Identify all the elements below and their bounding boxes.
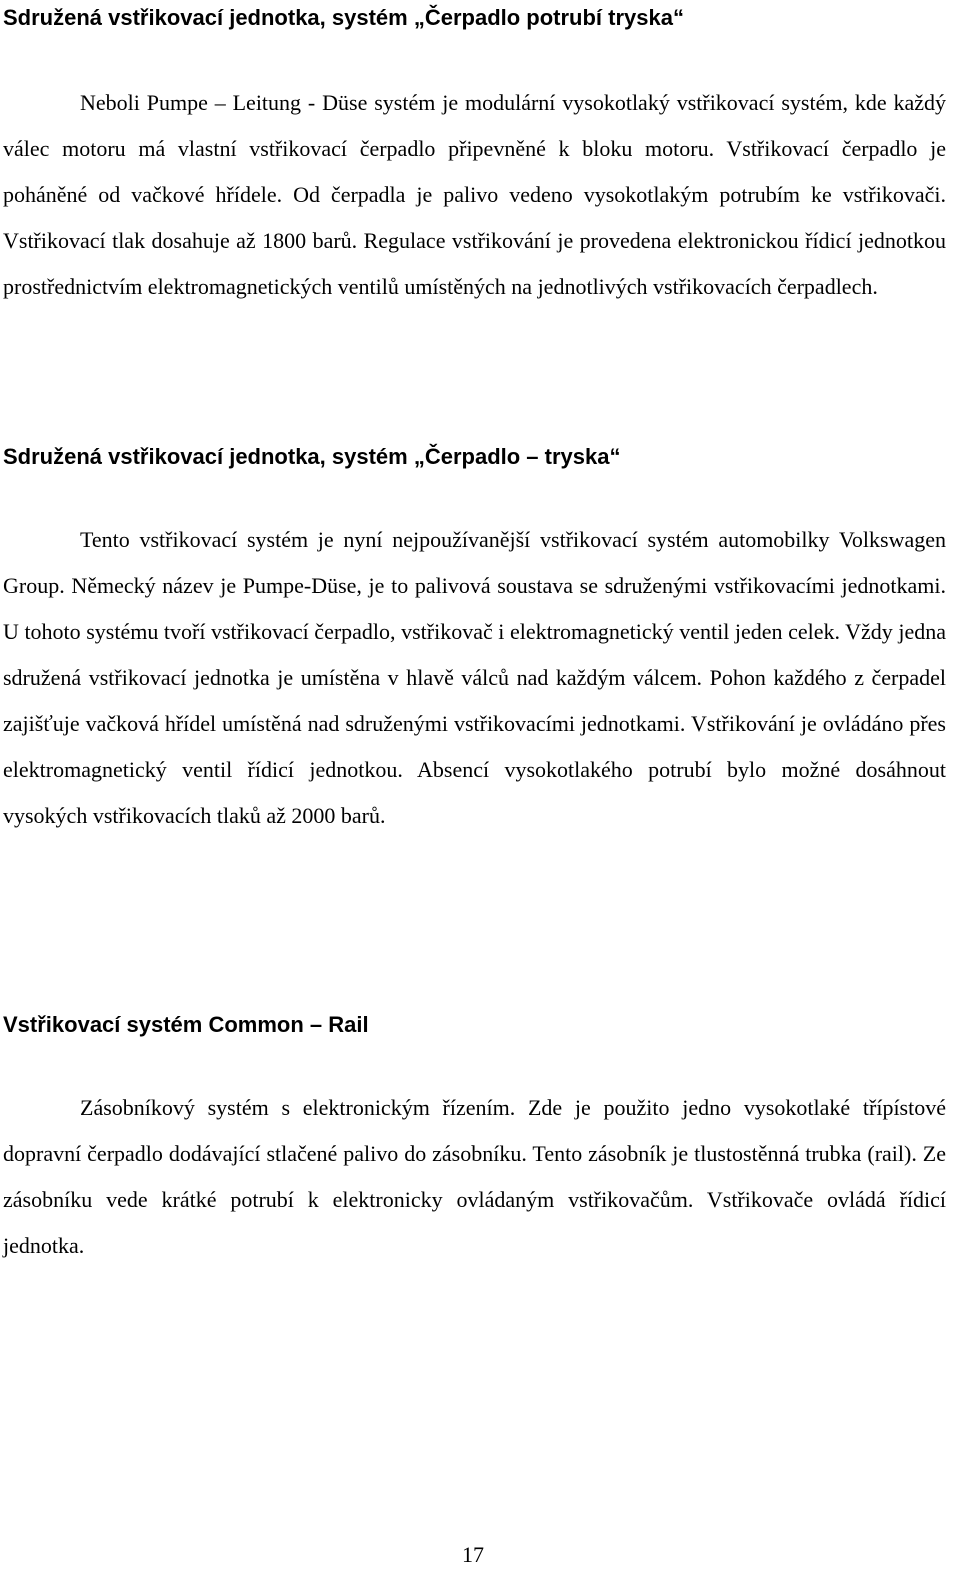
section-1-heading-block bbox=[3, 4, 946, 32]
section-2-body-block bbox=[3, 517, 946, 839]
page-number: 17 bbox=[462, 1542, 484, 1567]
section-heading: Vstřikovací systém Common – Rail bbox=[3, 1012, 369, 1037]
section-2-heading-block bbox=[3, 443, 946, 471]
section-3-body-block bbox=[3, 1085, 946, 1269]
section-heading: Sdružená vstřikovací jednotka, systém „Čerpadlo – tryska“ bbox=[3, 444, 621, 469]
section-3-heading-block bbox=[3, 1011, 946, 1039]
section-paragraph: Neboli Pumpe – Leitung - Düse systém je modulární vysokotlaký vstřikovací systém, kde každý válec motoru má vlastní vstřikovací čerpadlo připevněné k bloku motoru. Vstřikovací čerpadlo je poháněné od vačkové hřídele. Od čerpadla je palivo vedeno vysokotlakým potrubím ke vstřikovači. Vstřikovací tlak dosahuje až 1800 barů. Regulace vstřikování je provedena elektronickou řídicí jednotkou prostřednictvím elektromagnetických ventilů umístěných na jednotlivých vstřikovacích čerpadlech. bbox=[3, 90, 946, 299]
section-heading: Sdružená vstřikovací jednotka, systém „Čerpadlo potrubí tryska“ bbox=[3, 5, 684, 30]
section-paragraph: Tento vstřikovací systém je nyní nejpoužívanější vstřikovací systém automobilky Volkswagen Group. Německý název je Pumpe-Düse, je to palivová soustava se sdruženými vstřikovacími jednotkami. U tohoto systému tvoří vstřikovací čerpadlo, vstřikovač i elektromagnetický ventil jeden celek. Vždy jedna sdružená vstřikovací jednotka je umístěna v hlavě válců nad každým válcem. Pohon každého z čerpadel zajišťuje vačková hřídel umístěná nad sdruženými vstřikovacími jednotkami. Vstřikování je ovládáno přes elektromagnetický ventil řídicí jednotkou. Absencí vysokotlakého potrubí bylo možné dosáhnout vysokých vstřikovacích tlaků až 2000 barů. bbox=[3, 527, 946, 828]
section-paragraph: Zásobníkový systém s elektronickým řízením. Zde je použito jedno vysokotlaké třípístové dopravní čerpadlo dodávající stlačené palivo do zásobníku. Tento zásobník je tlustostěnná trubka (rail). Ze zásobníku vede krátké potrubí k elektronicky ovládaným vstřikovačům. Vstřikovače ovládá řídicí jednotka. bbox=[3, 1095, 946, 1258]
section-1-body-block bbox=[3, 80, 946, 310]
